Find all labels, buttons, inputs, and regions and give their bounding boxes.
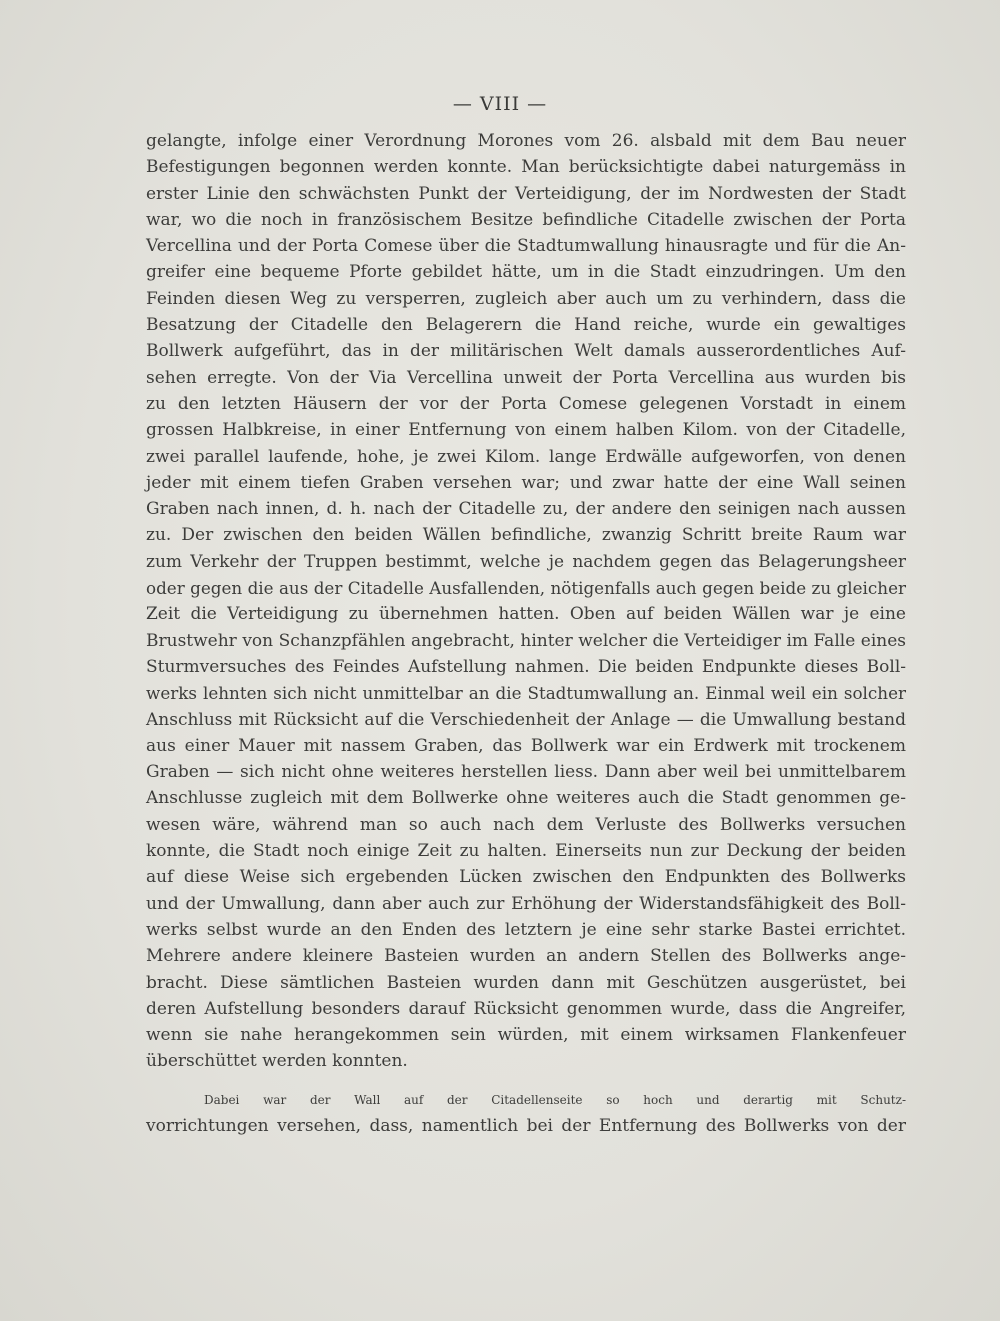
text-line: aus einer Mauer mit nassem Graben, das Bollwerk war ein Erdwerk mit trockenem bbox=[146, 735, 906, 756]
text-line: zu den letzten Häusern der vor der Porta Comese gelegenen Vorstadt in einem bbox=[146, 393, 906, 414]
body-text bbox=[146, 128, 906, 1139]
paragraph bbox=[146, 128, 906, 1075]
text-line: wenn sie nahe herangekommen sein würden, mit einem wirksamen Flankenfeuer bbox=[146, 1025, 906, 1046]
text-line: sehen erregte. Von der Via Vercellina unweit der Porta Vercellina aus wurden bis bbox=[146, 367, 906, 388]
text-line: zum Verkehr der Truppen bestimmt, welche je nachdem gegen das Belagerungsheer bbox=[146, 551, 906, 572]
text-line: konnte, die Stadt noch einige Zeit zu halten. Einerseits nun zur Deckung der beiden bbox=[146, 841, 906, 862]
text-line: Sturmversuches des Feindes Aufstellung nahmen. Die beiden Endpunkte dieses Boll- bbox=[146, 656, 906, 677]
text-line: oder gegen die aus der Citadelle Ausfallenden, nötigenfalls auch gegen beide zu gleicher bbox=[146, 578, 906, 599]
text-line: Zeit die Verteidigung zu übernehmen hatten. Oben auf beiden Wällen war je eine bbox=[146, 604, 906, 625]
text-line: Vercellina und der Porta Comese über die Stadtumwallung hinausragte und für die An- bbox=[146, 236, 906, 257]
text-line: Besatzung der Citadelle den Belagerern die Hand reiche, wurde ein gewaltiges bbox=[146, 315, 906, 336]
text-line: Feinden diesen Weg zu versperren, zugleich aber auch um zu verhindern, dass die bbox=[146, 288, 906, 309]
text-line: Graben — sich nicht ohne weiteres herstellen liess. Dann aber weil bei unmittelbarem bbox=[146, 762, 906, 783]
text-line: gelangte, infolge einer Verordnung Morones vom 26. alsbald mit dem Bau neuer bbox=[146, 131, 906, 151]
text-line: werks selbst wurde an den Enden des letztern je eine sehr starke Bastei errichtet. bbox=[146, 919, 906, 940]
text-line: Brustwehr von Schanzpfählen angebracht, hinter welcher die Verteidiger im Falle eines bbox=[146, 630, 906, 651]
text-line: erster Linie den schwächsten Punkt der Verteidigung, der im Nordwesten der Stadt bbox=[146, 183, 906, 204]
text-line: zwei parallel laufende, hohe, je zwei Kilom. lange Erdwälle aufgeworfen, von denen bbox=[146, 446, 906, 467]
text-line: Befestigungen begonnen werden konnte. Man berücksichtigte dabei naturgemäss in bbox=[146, 157, 906, 178]
text-line: Anschluss mit Rücksicht auf die Verschiedenheit der Anlage — die Umwallung bestand bbox=[146, 709, 906, 730]
text-line: und der Umwallung, dann aber auch zur Erhöhung der Widerstandsfähigkeit des Boll- bbox=[146, 893, 906, 914]
text-line: Dabei war der Wall auf der Citadellenseite so hoch und derartig mit Schutz- bbox=[204, 1092, 906, 1107]
page-number-header: — VIII — bbox=[452, 93, 548, 115]
text-line: Bollwerk aufgeführt, das in der militärischen Welt damals ausserordentliches Auf- bbox=[146, 341, 906, 362]
text-line: Anschlusse zugleich mit dem Bollwerke ohne weiteres auch die Stadt genommen ge- bbox=[146, 788, 906, 809]
paragraph-gap bbox=[146, 1075, 906, 1087]
text-line: war, wo die noch in französischem Besitze befindliche Citadelle zwischen der Porta bbox=[146, 209, 906, 230]
text-line: greifer eine bequeme Pforte gebildet hätte, um in die Stadt einzudringen. Um den bbox=[146, 262, 906, 283]
text-line: deren Aufstellung besonders darauf Rücksicht genommen wurde, dass die Angreifer, bbox=[146, 998, 906, 1019]
text-line: bracht. Diese sämtlichen Basteien wurden dann mit Geschützen ausgerüstet, bei bbox=[146, 972, 906, 993]
text-line: wesen wäre, während man so auch nach dem Verluste des Bollwerks versuchen bbox=[146, 814, 906, 835]
text-line: grossen Halbkreise, in einer Entfernung von einem halben Kilom. von der Citadelle, bbox=[146, 420, 906, 441]
text-line: Mehrere andere kleinere Basteien wurden an andern Stellen des Bollwerks ange- bbox=[146, 946, 906, 967]
text-line: vorrichtungen versehen, dass, namentlich bei der Entfernung des Bollwerks von der bbox=[146, 1115, 906, 1136]
text-line: jeder mit einem tiefen Graben versehen war; und zwar hatte der eine Wall seinen bbox=[146, 472, 906, 493]
text-line: Graben nach innen, d. h. nach der Citadelle zu, der andere den seinigen nach aussen bbox=[146, 499, 906, 520]
paragraph bbox=[146, 1087, 906, 1140]
text-line: zu. Der zwischen den beiden Wällen befindliche, zwanzig Schritt breite Raum war bbox=[146, 525, 906, 546]
text-line: werks lehnten sich nicht unmittelbar an die Stadtumwallung an. Einmal weil ein solcher bbox=[146, 683, 906, 704]
text-line: auf diese Weise sich ergebenden Lücken zwischen den Endpunkten des Bollwerks bbox=[146, 867, 906, 888]
text-line: überschüttet werden konnten. bbox=[146, 1051, 408, 1072]
